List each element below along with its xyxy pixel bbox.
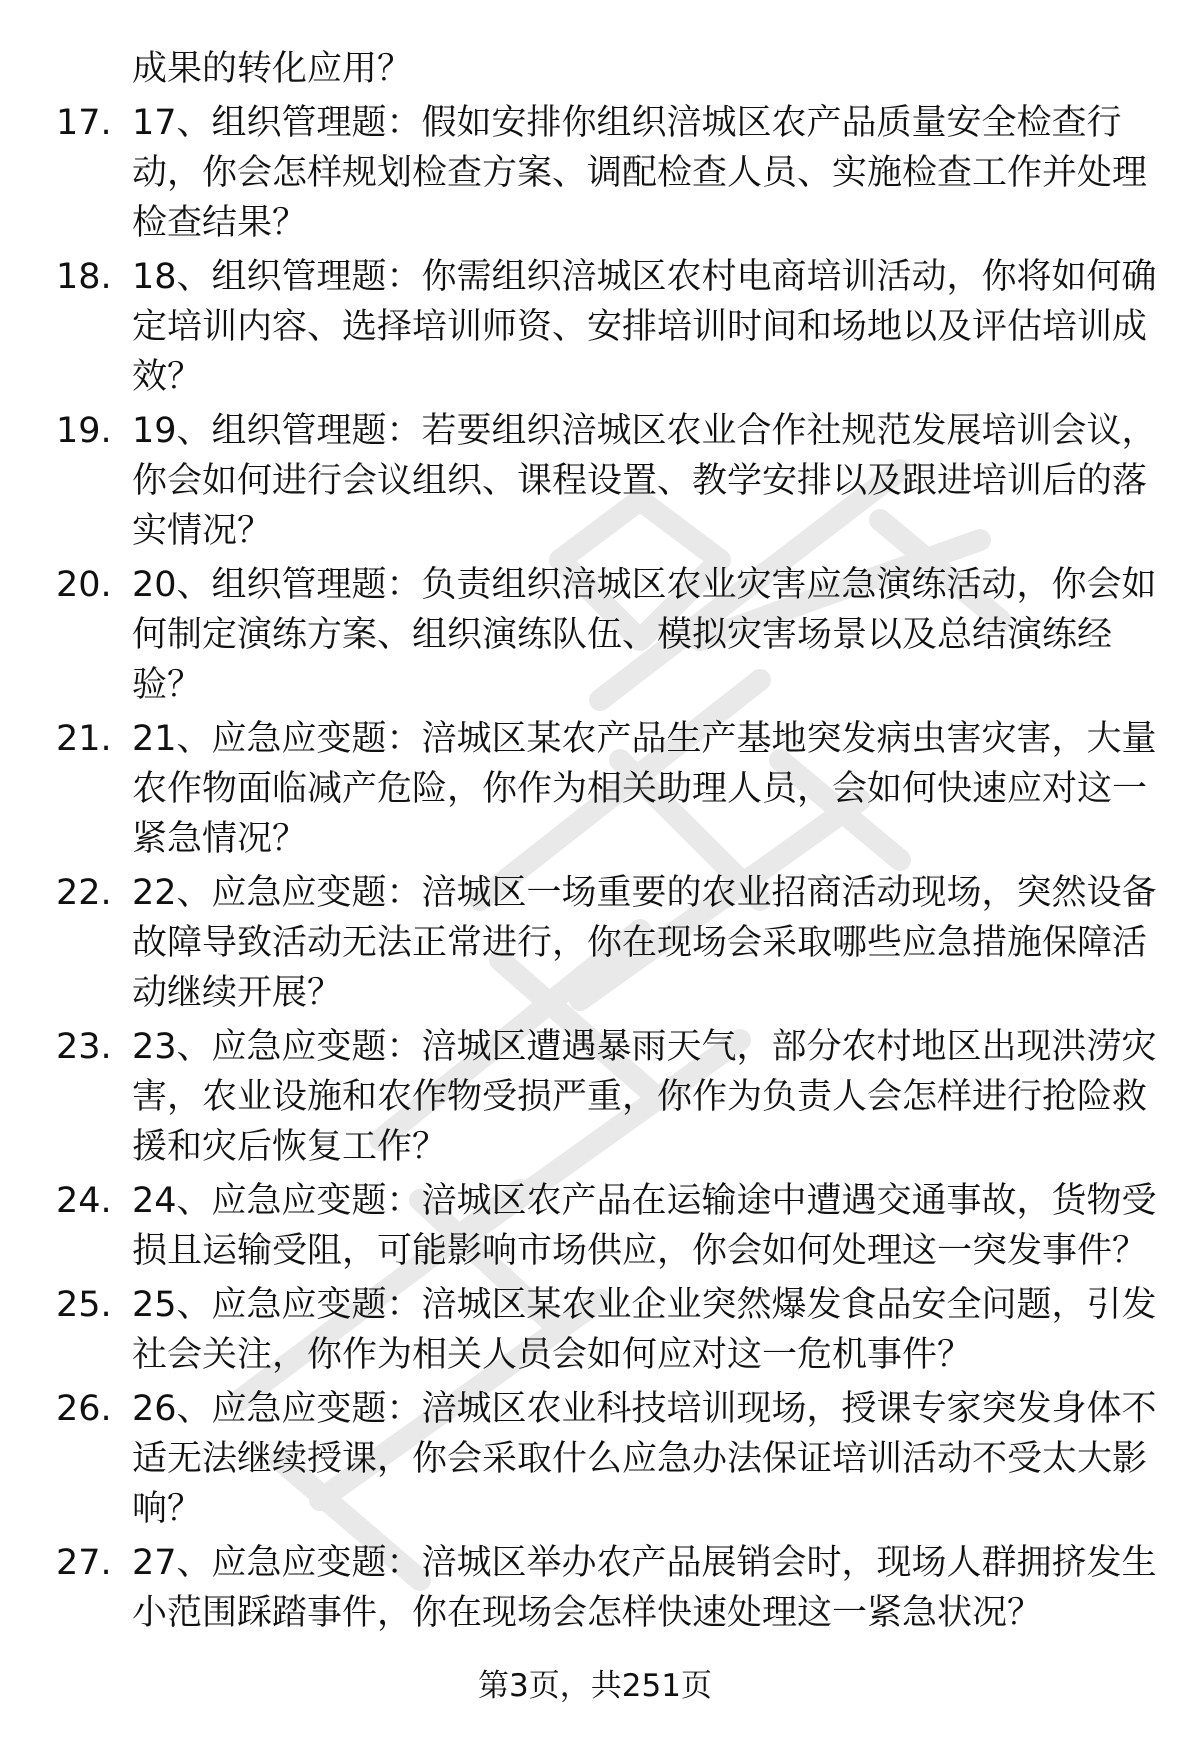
- question-item: [0, 1384, 1190, 1534]
- question-number: 20.: [56, 565, 112, 605]
- question-number: 22.: [56, 873, 112, 913]
- question-number: 19.: [56, 411, 112, 451]
- question-text: 24、应急应变题：涪城区农产品在运输途中遭遇交通事故，货物受损且运输受阻，可能影响市场供应，你会如何处理这一突发事件？: [132, 1181, 1157, 1271]
- question-item: [0, 406, 1190, 556]
- question-item: [0, 98, 1190, 248]
- question-number: 18.: [56, 257, 112, 297]
- question-number: 25.: [56, 1285, 112, 1325]
- question-text: 23、应急应变题：涪城区遭遇暴雨天气，部分农村地区出现洪涝灾害，农业设施和农作物受损严重，你作为负责人会怎样进行抢险救援和灾后恢复工作？: [132, 1027, 1157, 1167]
- question-list: [0, 98, 1190, 1638]
- question-number: 17.: [56, 103, 112, 143]
- question-number: 21.: [56, 719, 112, 759]
- question-item: [0, 1538, 1190, 1638]
- question-text: 22、应急应变题：涪城区一场重要的农业招商活动现场，突然设备故障导致活动无法正常进行，你在现场会采取哪些应急措施保障活动继续开展？: [132, 873, 1157, 1013]
- question-text: 19、组织管理题：若要组织涪城区农业合作社规范发展培训会议，你会如何进行会议组织、课程设置、教学安排以及跟进培训后的落实情况？: [132, 411, 1157, 551]
- question-number: 24.: [56, 1181, 112, 1221]
- page-content: [0, 44, 1190, 1642]
- question-text: 26、应急应变题：涪城区农业科技培训现场，授课专家突发身体不适无法继续授课，你会采取什么应急办法保证培训活动不受太大影响？: [132, 1389, 1157, 1529]
- question-item: [0, 1176, 1190, 1276]
- page-number-label: 第3页，共251页: [478, 1668, 712, 1704]
- question-text: 21、应急应变题：涪城区某农产品生产基地突发病虫害灾害，大量农作物面临减产危险，你作为相关助理人员，会如何快速应对这一紧急情况？: [132, 719, 1157, 859]
- question-number: 23.: [56, 1027, 112, 1067]
- question-number: 27.: [56, 1543, 112, 1583]
- page-footer: [0, 1666, 1190, 1706]
- question-text: 25、应急应变题：涪城区某农业企业突然爆发食品安全问题，引发社会关注，你作为相关人员会如何应对这一危机事件？: [132, 1285, 1157, 1375]
- question-text: 17、组织管理题：假如安排你组织涪城区农产品质量安全检查行动，你会怎样规划检查方案、调配检查人员、实施检查工作并处理检查结果？: [132, 103, 1148, 243]
- question-item: [0, 868, 1190, 1018]
- continuation-text: 成果的转化应用？: [132, 49, 413, 89]
- question-text: 27、应急应变题：涪城区举办农产品展销会时，现场人群拥挤发生小范围踩踏事件，你在现场会怎样快速处理这一紧急状况？: [132, 1543, 1157, 1633]
- question-item: [0, 252, 1190, 402]
- question-number: 26.: [56, 1389, 112, 1429]
- question-item: [0, 1280, 1190, 1380]
- question-item: [0, 560, 1190, 710]
- question-text: 20、组织管理题：负责组织涪城区农业灾害应急演练活动，你会如何制定演练方案、组织演练队伍、模拟灾害场景以及总结演练经验？: [132, 565, 1157, 705]
- question-text: 18、组织管理题：你需组织涪城区农村电商培训活动，你将如何确定培训内容、选择培训师资、安排培训时间和场地以及评估培训成效？: [132, 257, 1157, 397]
- question-item: [0, 714, 1190, 864]
- question-item: [0, 1022, 1190, 1172]
